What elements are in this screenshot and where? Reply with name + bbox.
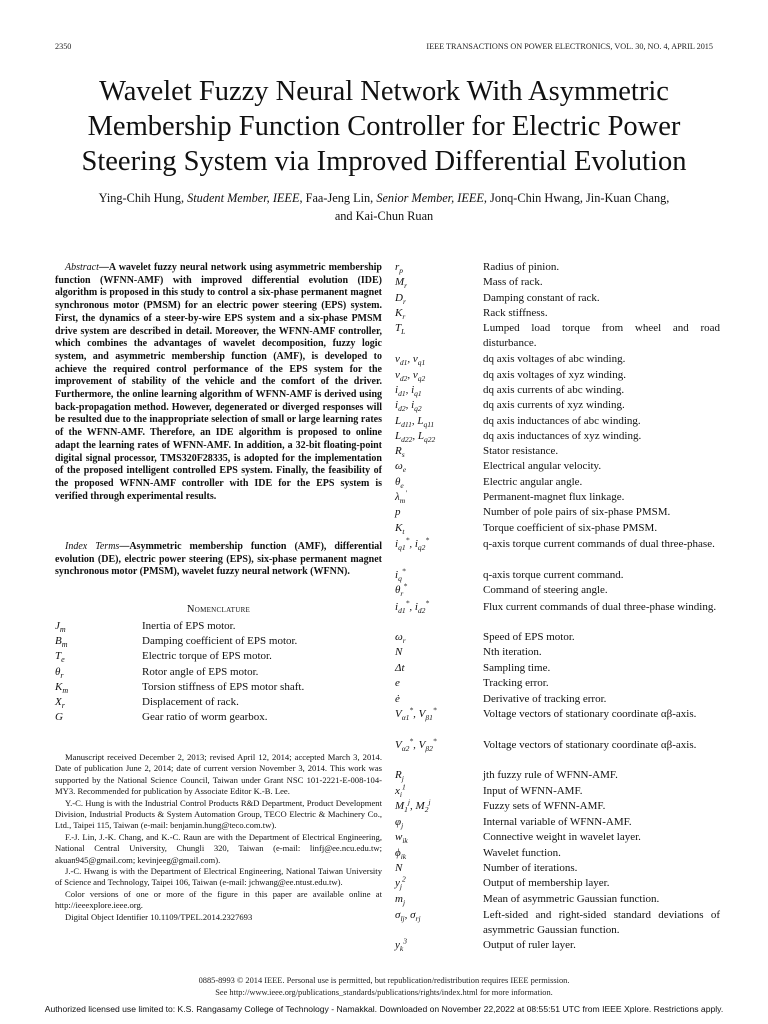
nomenclature-description: Derivative of tracking error. [483,693,607,705]
author-name: , Jonq-Chin Hwang, Jin-Kuan Chang, [483,191,670,205]
title-line: Steering System via Improved Differential Evolution [81,146,687,177]
nomenclature-symbol: $\omega_r$ [395,631,406,646]
footnote: Y.-C. Hung is with the Industrial Control Products R&D Department, Product Development Division, Industrial Products & System Automation Group, TECO Electric & Machinery Co., Ltd., Taipei 115, Taiwan (e-mail: benjamin.hung@teco.com.tw). [55,797,382,831]
nomenclature-description: dq axis inductances of xyz winding. [483,430,642,442]
nomenclature-symbol: $\theta_e$ [395,476,404,491]
nomenclature-symbol: $i_{d2}$, $i_{q2}$ [395,399,422,414]
nomenclature-symbol: $T_L$ [395,322,406,337]
author-name: Ying-Chih Hung, [98,191,185,205]
nomenclature-description: Flux current commands of dual three-phase winding. [483,601,717,613]
nomenclature-symbol: $\lambda_m'$ [395,488,407,506]
abstract-lead: Abstract [65,262,99,273]
index-terms-lead: Index Terms [65,541,120,552]
footnote: J.-C. Hwang is with the Department of Electrical Engineering, National Taiwan University of Science and Technology, Taipei 106, Taiwan (e-mail: jchwang@ee.ntust.edu.tw). [55,866,382,888]
nomenclature-symbol: $B_m$ [55,635,68,650]
footnote: Color versions of one or more of the figure in this paper are available online at http://ieeexplore.ieee.org. [55,888,382,911]
abstract-text: —A wavelet fuzzy neural network using asymmetric membership function (WFNN-AMF) with improved differential evolution (IDE) algorithm is proposed in this study to control a six-phase permanent magnet synchronous motor (PMSM) for an electric power steering (EPS) system. First, the dynamics of a steer-by-wire EPS system and a six-phase PMSM drive system are described in detail. Moreover, the WFNN-AMF controller, which combines the advantages of wavelet decomposition, fuzzy logic system, and asymmetric membership function (AMF), is developed to achieve the required control performance of the EPS system for the improvement of stability of the vehicle and the comfort of the driver. Furthermore, the online learning algorithm of WFNN-AMF is derived using back-propagation method. However, degenerated or diverged responses will be resulted due to the inappropriate selection of small or large learning rates of the WFNN-AMF. Therefore, an IDE algorithm is proposed to online adapt the learning rates of WFNN-AMF. In addition, a 32-bit floating-point digital signal processor, TMS320F28335, is adopted for the implementation of the proposed intelligent controlled EPS system. Finally, the feasibility of the proposed WFNN-AMF controller with IDE for the EPS system is verified through experimental results. [55,262,382,502]
nomenclature-subscript: r [60,670,64,680]
nomenclature-description: Number of pole pairs of six-phase PMSM. [483,506,671,518]
nomenclature-symbol: $i_{d1}^*$, $i_{d2}^*$ [395,598,430,616]
nomenclature-symbol: $y_j^2$ [395,874,406,892]
author-name: and Kai-Chun Ruan [334,208,434,223]
nomenclature-description: Input of WFNN-AMF. [483,785,583,797]
nomenclature-description: Voltage vectors of stationary coordinate αβ-axis. [483,708,697,720]
nomenclature-description: dq axis voltages of xyz winding. [483,369,626,381]
nomenclature-symbol: $x_i^1$ [395,782,406,800]
nomenclature-symbol: $w_{ik}$ [395,831,408,846]
nomenclature-symbol: $\sigma_{lj}$, $\sigma_{rj}$ [395,909,421,924]
nomenclature-symbol: $m_j$ [395,893,406,908]
nomenclature-symbol: $M_r$ [395,276,408,291]
copyright-line: 0885-8993 © 2014 IEEE. Personal use is permitted, but republication/redistribution requires IEEE permission. [198,976,570,985]
nomenclature-description: Radius of pinion. [483,261,560,273]
footnote: F.-J. Lin, J.-K. Chang, and K.-C. Raun are with the Department of Electrical Engineering, National Central University, Chungli 320, Taiwan (e-mail: linfj@ee.ncu.edu.tw; akuan945@gmail.com; kevinjeeg@gmail.com). [55,831,382,865]
nomenclature-description: Torque coefficient of six-phase PMSM. [483,522,658,534]
nomenclature-description: Wavelet function. [483,847,561,859]
nomenclature-description: q-axis torque current command. [483,569,624,581]
nomenclature-subscript: m [61,640,68,650]
nomenclature-description: Inertia of EPS motor. [142,620,236,632]
nomenclature-symbol: $K_m$ [55,680,69,695]
nomenclature-description: Rack stiffness. [483,307,548,319]
nomenclature-symbol: $V_{\alpha 2}^*$, $V_{\beta 2}^*$ [395,736,437,754]
nomenclature-symbol: $\phi_{ik}$ [395,847,407,862]
index-terms-text: —Asymmetric membership function (AMF), differential evolution (DE), electric power steering (EPS), six-phase permanent magnet synchronous motor (PMSM), wavelet fuzzy neural network (WFNN). [55,541,383,578]
nomenclature-description: Output of membership layer. [483,877,610,889]
nomenclature-symbol: $i_q^*$ [395,566,406,584]
nomenclature-symbol: $v_{d1}$, $v_{q1}$ [395,353,426,368]
nomenclature-symbol: $R_j$ [395,769,404,784]
nomenclature-symbol: $R_s$ [395,445,405,460]
nomenclature-description: Gear ratio of worm gearbox. [142,711,268,724]
nomenclature-description: Tracking error. [483,677,549,689]
footnote: Manuscript received December 2, 2013; revised April 12, 2014; accepted March 3, 2014. Date of publication June 2, 2014; date of current version November 3, 2014. This work was supported by the National Science Council, Taiwan under Grant NSC 101-2221-E-008-104-MY3. Recommended for publication by Associate Editor K.-B. Lee. [55,752,382,797]
nomenclature-description: Damping coefficient of EPS motor. [142,635,298,648]
nomenclature-symbol: $i_{d1}$, $i_{q1}$ [395,384,422,399]
nomenclature-symbol: $X_r$ [55,696,65,711]
nomenclature-description: Stator resistance. [483,445,559,457]
nomenclature-description: Number of iterations. [483,862,578,874]
nomenclature-description: Output of ruler layer. [483,939,576,951]
nomenclature-description: Electric angular angle. [483,476,583,488]
nomenclature-symbol: $\theta_r^*$ [395,581,408,599]
nomenclature-symbol: $V_{\alpha 1}^*$, $V_{\beta 1}^*$ [395,705,437,723]
nomenclature-symbol: $D_r$ [395,292,406,307]
nomenclature-description: Voltage vectors of stationary coordinate αβ-axis. [483,739,697,751]
nomenclature-description: jth fuzzy rule of WFNN-AMF. [483,769,618,781]
nomenclature-symbol: $K_t$ [395,522,405,537]
nomenclature-symbol: p [395,506,401,518]
page-number: 2350 [55,42,72,51]
nomenclature-description: Sampling time. [483,662,551,674]
nomenclature-description: Mass of rack. [483,276,543,288]
nomenclature-symbol: $v_{d2}$, $v_{q2}$ [395,369,426,384]
nomenclature-symbol: $T_e$ [55,650,65,665]
nomenclature-symbol: $y_k^3$ [395,936,407,954]
nomenclature-description: Internal variable of WFNN-AMF. [483,816,632,828]
nomenclature-description: Electric torque of EPS motor. [142,650,272,663]
nomenclature-symbol: G [55,711,63,724]
author-role: Student Member, IEEE [187,191,300,205]
authorized-use-notice: Authorized licensed use limited to: K.S. Rangasamy College of Technology - Namakkal. Downloaded on November 22,2022 at 08:55:51 UTC from IEEE Xplore. Restrictions apply. [44,1004,724,1014]
nomenclature-subscript: m [59,625,66,635]
nomenclature-heading: Nomenclature [186,604,251,615]
author-name: , Faa-Jeng Lin, [299,191,374,205]
nomenclature-symbol: e [395,677,400,689]
author-role: Senior Member, IEEE [376,191,484,205]
nomenclature-description: Torsion stiffness of EPS motor shaft. [142,680,305,693]
nomenclature-symbol: $i_{q1}^*$, $i_{q2}^*$ [395,535,430,553]
nomenclature-symbol: N [395,862,403,874]
nomenclature-symbol: $r_p$ [395,261,404,276]
nomenclature-description: Nth iteration. [483,646,542,658]
footnote: Digital Object Identifier 10.1109/TPEL.2014.2327693 [65,911,253,922]
nomenclature-description: Displacement of rack. [142,696,239,708]
nomenclature-description: Command of steering angle. [483,584,608,596]
nomenclature-subscript: r [61,701,65,711]
nomenclature-symbol: $M_1^j$, $M_2^j$ [395,797,431,815]
nomenclature-symbol: $J_m$ [55,620,66,635]
nomenclature-description: Damping constant of rack. [483,292,600,304]
nomenclature-description: dq axis voltages of abc winding. [483,353,626,365]
nomenclature-subscript: e [61,655,65,665]
nomenclature-description: Mean of asymmetric Gaussian function. [483,893,660,905]
nomenclature-symbol: $L_{d11}$, $L_{q11}$ [395,415,435,430]
nomenclature-description: Permanent-magnet flux linkage. [483,491,625,503]
nomenclature-description: Electrical angular velocity. [483,460,602,472]
title-line: Wavelet Fuzzy Neural Network With Asymmetric [99,76,669,107]
nomenclature-description: Speed of EPS motor. [483,631,575,643]
nomenclature-description: Lumped load torque from wheel and road disturbance. [483,322,720,349]
nomenclature-description: Connective weight in wavelet layer. [483,831,641,843]
copyright-notice [40,975,728,999]
nomenclature-symbol: $K_r$ [395,307,406,322]
nomenclature-description: Rotor angle of EPS motor. [142,665,259,678]
nomenclature-description: dq axis currents of xyz winding. [483,399,625,411]
nomenclature-description: Left-sided and right-sided standard deviations of asymmetric Gaussian function. [483,909,720,936]
nomenclature-symbol: Δt [395,662,405,674]
nomenclature-symbol: $L_{d22}$, $L_{q22}$ [395,430,436,445]
journal-header: IEEE TRANSACTIONS ON POWER ELECTRONICS, VOL. 30, NO. 4, APRIL 2015 [426,42,713,51]
nomenclature-symbol: $\theta_r$ [55,665,64,680]
nomenclature-symbol: ė [395,693,400,705]
copyright-line: See http://www.ieee.org/publications_standards/publications/rights/index.html for more information. [215,988,553,997]
nomenclature-symbol: $\varphi_j$ [395,816,404,831]
nomenclature-description: dq axis currents of abc winding. [483,384,625,396]
nomenclature-symbol: $\omega_e$ [395,460,407,475]
nomenclature-symbol: N [395,646,403,658]
nomenclature-description: q-axis torque current commands of dual three-phase. [483,538,715,550]
title-line: Membership Function Controller for Electric Power [87,111,681,142]
nomenclature-description: Fuzzy sets of WFNN-AMF. [483,800,606,812]
nomenclature-subscript: m [62,685,69,695]
nomenclature-description: dq axis inductances of abc winding. [483,415,641,427]
